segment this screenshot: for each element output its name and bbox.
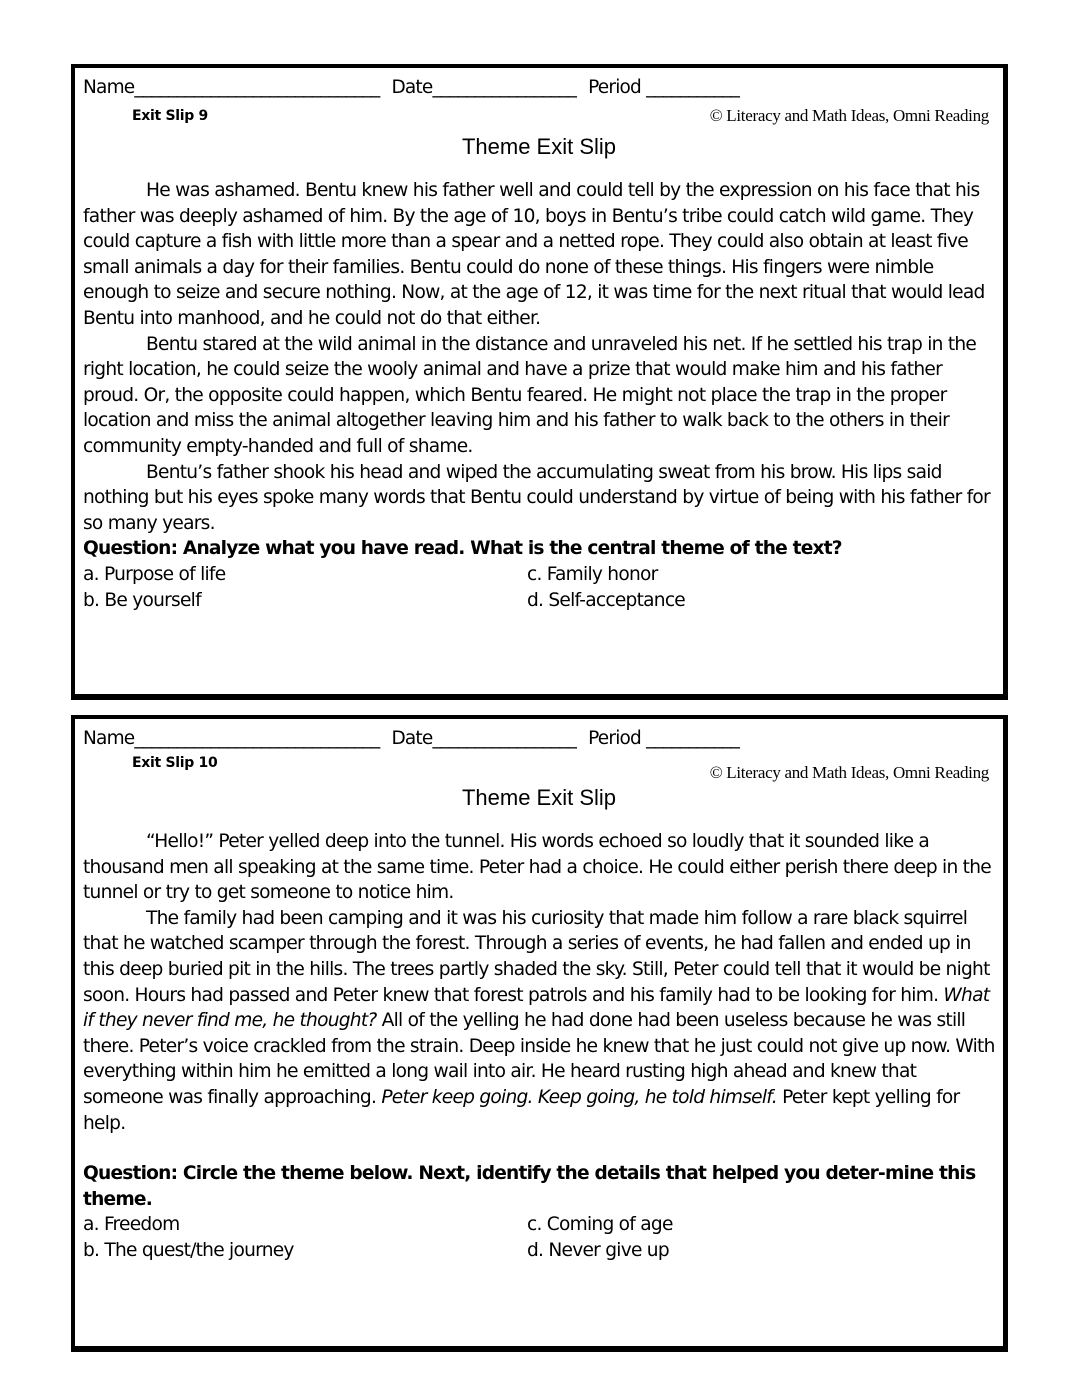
student-info-line [83, 74, 995, 102]
option-d[interactable]: d. Self-acceptance [527, 589, 685, 611]
paragraph: “Hello!” Peter yelled deep into the tunnel. His words echoed so loudly that it sounded like a thousand men all speaking at the same time. Peter had a choice. He could either perish there deep in the tunnel or try to get someone to notice him. [83, 831, 991, 904]
period-field[interactable]: Period ___________ [588, 728, 740, 749]
option-c[interactable]: c. Coming of age [527, 1214, 673, 1236]
slip-title: Theme Exit Slip [461, 134, 617, 159]
answer-options [83, 1212, 995, 1263]
name-field[interactable]: Name_____________________________ [83, 728, 380, 749]
paragraph: He was ashamed. Bentu knew his father well and could tell by the expression on his face that his father was deeply ashamed of him. By the age of 10, boys in Bentu’s tribe could catch wild game. They could capture a fish with little more than a spear and a netted rope. They could also obtain at least five small animals a day for their families. Bentu could do none of these things. His fingers were nimble enough to seize and secure nothing. Now, at the age of 12, it was time for the next ritual that would lead Bentu into manhood, and he could not do that either. [83, 180, 985, 329]
option-d[interactable]: d. Never give up [527, 1239, 669, 1261]
slip-title: Theme Exit Slip [461, 785, 617, 810]
italic-thought: What if they never find me, he thought? [83, 984, 990, 1032]
date-field[interactable]: Date_________________ [391, 77, 577, 98]
name-field[interactable]: Name_____________________________ [83, 77, 380, 98]
paragraph: Bentu stared at the wild animal in the distance and unraveled his net. If he settled his trap in the right location, he could seize the wooly animal and have a prize that would make him and his father proud. Or, the opposite could happen, which Bentu feared. He might not place the trap in the proper location and miss the animal altogether leaving him and his father to walk back to the others in their community empty-handed and full of shame. [83, 333, 977, 457]
exit-slip-9 [71, 64, 1008, 700]
italic-thought: Peter keep going. Keep going, he told himself. [381, 1086, 777, 1108]
option-b[interactable]: b. Be yourself [83, 589, 201, 611]
option-a[interactable]: a. Purpose of life [83, 563, 226, 585]
exit-slip-label: Exit Slip 10 [132, 755, 218, 771]
option-a[interactable]: a. Freedom [83, 1214, 180, 1236]
slip-meta [83, 104, 995, 132]
exit-slip-label: Exit Slip 9 [132, 108, 208, 124]
passage [83, 178, 995, 613]
paragraph: The family had been camping and it was his curiosity that made him follow a rare black squirrel that he watched scamper through the forest. Through a series of events, he had fallen and ended up in this deep buried pit in the hills. The trees partly shaded the sky. Still, Peter could tell that it would be night soon. Hours had passed and Peter knew that forest patrols and his family had to be looking for him. What if they never find me, he thought? All of the yelling he had done had been useless because he was still there. Peter’s voice crackled from the strain. Deep inside he knew that he just could not give up now. With everything within him he emitted a long wail into air. He heard rusting high ahead and knew that someone was finally approaching. Peter keep going. Keep going, he told himself. Peter kept yelling for help. [83, 907, 995, 1134]
passage [83, 829, 995, 1264]
option-c[interactable]: c. Family honor [527, 563, 658, 585]
slip-meta [83, 755, 995, 783]
copyright: © Literacy and Math Ideas, Omni Reading [709, 106, 989, 125]
period-field[interactable]: Period ___________ [588, 77, 740, 98]
paragraph: Bentu’s father shook his head and wiped the accumulating sweat from his brow. His lips said nothing but his eyes spoke many words that Bentu could understand by virtue of being with his father for so many years. [83, 461, 990, 534]
date-field[interactable]: Date_________________ [391, 728, 577, 749]
answer-options [83, 562, 995, 613]
copyright: © Literacy and Math Ideas, Omni Reading [709, 763, 989, 782]
question: Question: Circle the theme below. Next, identify the details that helped you deter-mine this theme. [83, 1163, 976, 1210]
option-b[interactable]: b. The quest/the journey [83, 1239, 294, 1261]
question: Question: Analyze what you have read. What is the central theme of the text? [83, 538, 842, 560]
exit-slip-10 [71, 715, 1008, 1352]
student-info-line [83, 725, 995, 753]
